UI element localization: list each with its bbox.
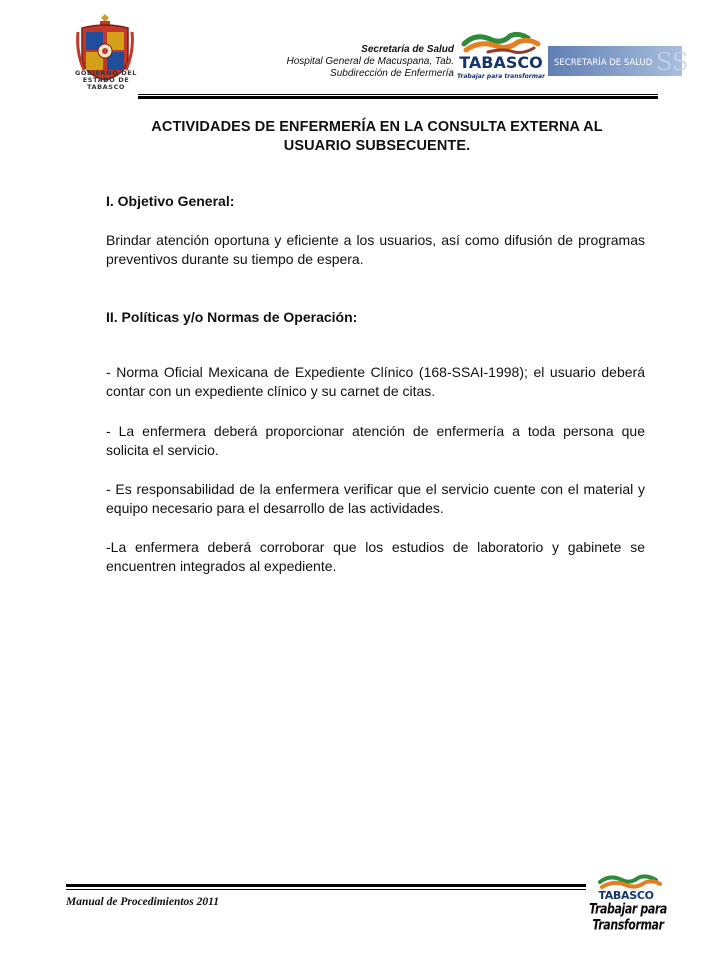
document-title: [110, 118, 644, 156]
secretaria-salud-logo: [548, 46, 689, 76]
ss-logo-label: SECRETARÍA DE SALUD: [554, 58, 653, 68]
org-hospital: Hospital General de Macuspana, Tab.: [286, 56, 454, 67]
tabasco-logo-slogan: Trabajar para transformar: [456, 73, 546, 80]
policy-item: -La enfermera deberá corroborar que los estudios de laboratorio y gabinete se encuentren integrados al expediente.: [106, 539, 645, 574]
footer-logo-name: TABASCO: [598, 889, 654, 902]
objective-heading: I. Objetivo General:: [106, 193, 235, 209]
title-line: USUARIO SUBSECUENTE.: [283, 138, 471, 154]
footer-divider-thick: [66, 884, 586, 887]
seal-caption-line: ESTADO DE: [82, 76, 130, 84]
seal-caption: [66, 70, 146, 91]
footer-divider: [66, 889, 586, 890]
objective-text: Brindar atención oportuna y eficiente a los usuarios, así como difusión de programas preventivos durante su tiempo de espera.: [106, 232, 645, 267]
header-divider: [138, 94, 658, 95]
header-divider-thick: [138, 96, 658, 99]
policy-item: - Norma Oficial Mexicana de Expediente Clínico (168-SSAI-1998); el usuario deberá contar con un expediente clínico y su carnet de citas.: [106, 364, 645, 399]
policy-item: - Es responsabilidad de la enfermera verificar que el servicio cuente con el material y equipo necesario para el desarrollo de las actividades.: [106, 481, 645, 516]
tabasco-logo: [458, 30, 544, 82]
policies-heading: II. Políticas y/o Normas de Operación:: [106, 309, 358, 325]
policy-item: - La enfermera deberá proporcionar atención de enfermería a toda persona que solicita el servicio.: [106, 423, 645, 458]
header-org-text: [210, 44, 454, 80]
tabasco-logo-name: TABASCO: [459, 53, 543, 72]
seal-caption-line: TABASCO: [86, 83, 126, 91]
seal-caption-line: GOBIERNO DEL: [74, 69, 138, 77]
org-subdireccion: Subdirección de Enfermería: [330, 68, 454, 79]
org-secretaria: Secretaría de Salud: [361, 44, 454, 55]
manual-label: Manual de Procedimientos 2011: [66, 896, 220, 908]
title-line: ACTIVIDADES DE ENFERMERÍA EN LA CONSULTA EXTERNA AL: [151, 119, 603, 135]
footer-logo-slogan: Trabajar para Transformar: [589, 900, 667, 934]
svg-text:SS: SS: [656, 48, 689, 76]
